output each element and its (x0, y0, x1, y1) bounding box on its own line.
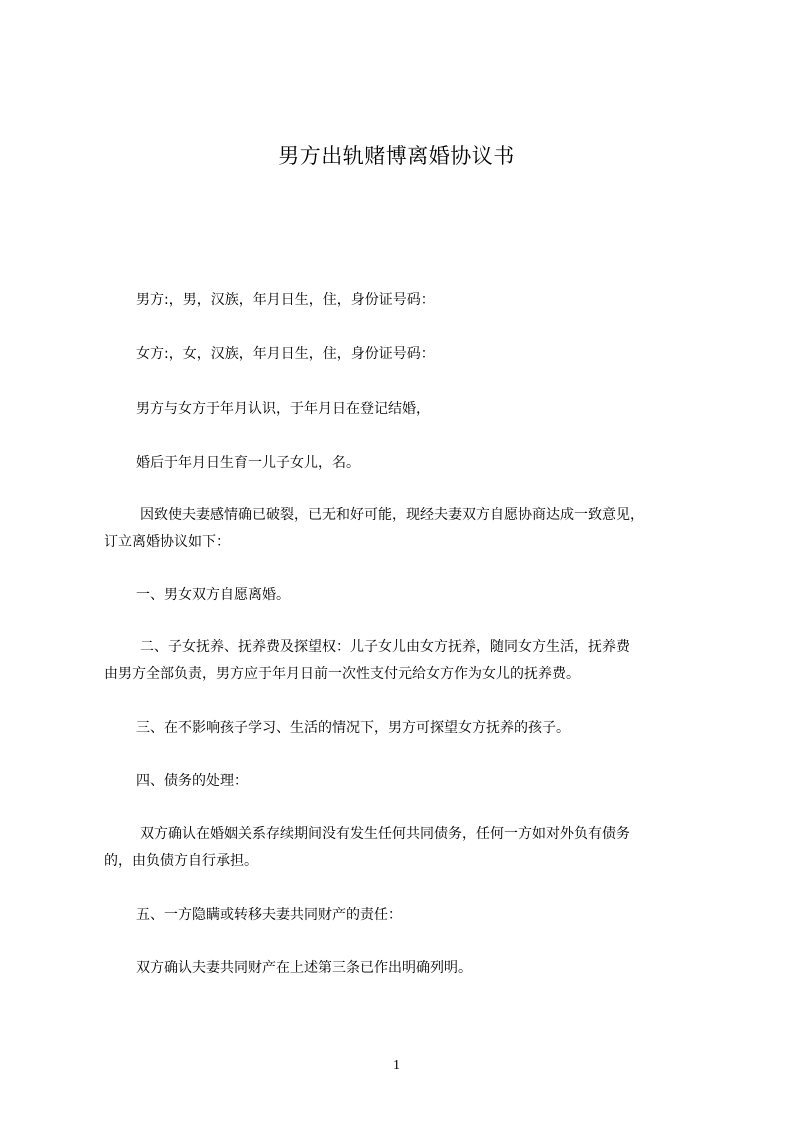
paragraph-marriage-date: 男方与女方于年月认识，于年月日在登记结婚， (136, 401, 430, 417)
paragraph-wife-info: 女方:，女，汉族，年月日生，住，身份证号码： (136, 346, 435, 362)
page-number: 1 (393, 1058, 400, 1073)
clause-two-line-1: 二、子女抚养、抚养费及探望权：儿子女儿由女方抚养，随同女方生活，抚养费 (140, 639, 630, 655)
clause-three: 三、在不影响孩子学习、生活的情况下，男方可探望女方抚养的孩子。 (136, 720, 570, 736)
clause-two-line-2: 由男方全部负责，男方应于年月日前一次性支付元给女方作为女儿的抚养费。 (104, 666, 580, 682)
clause-four-line-1: 双方确认在婚姻关系存续期间没有发生任何共同债务，任何一方如对外负有债务 (140, 826, 630, 842)
paragraph-reason-line-2: 订立离婚协议如下： (104, 534, 230, 550)
clause-one: 一、男女双方自愿离婚。 (136, 587, 290, 603)
paragraph-children: 婚后于年月日生育一儿子女儿，名。 (136, 455, 360, 471)
clause-four-line-2: 的，由负债方自行承担。 (104, 853, 258, 869)
paragraph-reason-line-1: 因致使夫妻感情确已破裂，已无和好可能，现经夫妻双方自愿协商达成一致意见， (140, 507, 644, 523)
clause-five-line-1: 双方确认夫妻共同财产在上述第三条已作出明确列明。 (136, 960, 472, 976)
clause-four-heading: 四、债务的处理： (136, 773, 248, 789)
paragraph-husband-info: 男方:，男，汉族，年月日生，住，身份证号码： (136, 292, 435, 308)
clause-five-heading: 五、一方隐瞒或转移夫妻共同财产的责任： (136, 907, 402, 923)
document-title: 男方出轨赌博离婚协议书 (278, 144, 515, 168)
